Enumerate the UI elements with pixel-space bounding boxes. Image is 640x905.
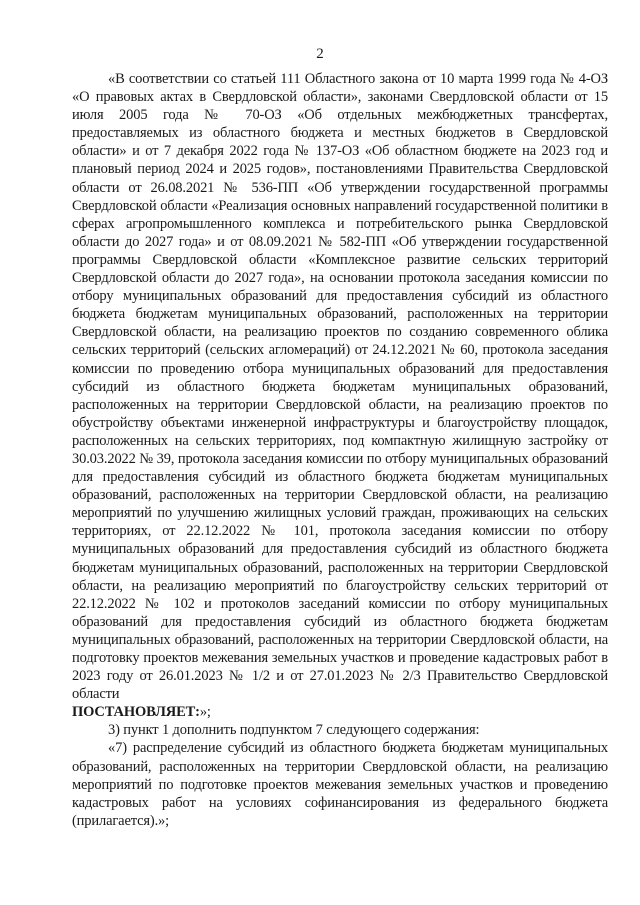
resolves-line xyxy=(72,703,608,721)
page-number: 2 xyxy=(316,46,324,62)
resolves-tail: »; xyxy=(199,704,211,721)
amendment-item-3: 3) пункт 1 дополнить подпунктом 7 следующего содержания: xyxy=(108,722,480,739)
preamble-paragraph: «В соответствии со статьей 111 Областного закона от 10 марта 1999 года № 4-ОЗ «О правовых актах в Свердловской области», законами Свердловской области от 15 июля 2005 года № 70-ОЗ «Об отдельных межбюджетных трансфертах, предоставляемых из областного бюджета и местных бюджетов в Свердловской области» и от 7 декабря 2022 года № 137-ОЗ «Об областном бюджете на 2023 год и плановый период 2024 и 2025 годов», постановлениями Правительства Свердловской области от 26.08.2021 № 536-ПП «Об утверждении государственной программы Свердловской области «Реализация основных направлений государственной политики в сферах агропромышленного комплекса и потребительского рынка Свердловской области до 2027 года» и от 08.09.2021 № 582-ПП «Об утверждении государственной программы Свердловской области «Комплексное развитие сельских территорий Свердловской области до 2027 года», на основании протокола заседания комиссии по отбору муниципальных образований для предоставления субсидий из областного бюджета бюджетам муниципальных образований, расположенных на территории Свердловской области, на реализацию проектов по созданию современного облика сельских территорий (сельских агломераций) от 24.12.2021 № 60, протокола заседания комиссии по проведению отбора муниципальных образований для предоставления субсидий из областного бюджета бюджетам муниципальных образований, расположенных на территории Свердловской области, на реализацию проектов по обустройству объектами инженерной инфраструктуры и благоустройству площадок, расположенных на сельских территориях, под компактную жилищную застройку от 30.03.2022 № 39, протокола заседания комиссии по отбору муниципальных образований для предоставления субсидий из областного бюджета бюджетам муниципальных образований, расположенных на территории Свердловской области, на реализацию мероприятий по улучшению жилищных условий граждан, проживающих на сельских территориях, от 22.12.2022 № 101, протокола заседания комиссии по отбору муниципальных образований для предоставления субсидий из областного бюджета бюджетам муниципальных образований, расположенных на территории Свердловской области, на реализацию мероприятий по благоустройству сельских территорий от 22.12.2022 № 102 и протоколов заседаний комиссии по отбору муниципальных образований для предоставления субсидий из областного бюджета бюджетам муниципальных образований, расположенных на территории Свердловской области, на подготовку проектов межевания земельных участков и проведение кадастровых работ в 2023 году от 26.01.2023 № 1/2 и от 27.01.2023 № 2/3 Правительство Свердловской области xyxy=(72,71,608,703)
amendment-subitem-7: «7) распределение субсидий из областного бюджета бюджетам муниципальных образований, расположенных на территории Свердловской области, на реализацию мероприятий по подготовке проектов межевания земельных участков и проведению кадастровых работ на условиях софинансирования из федерального бюджета (прилагается).»; xyxy=(72,740,608,829)
document-body xyxy=(72,70,608,830)
resolves-label: ПОСТАНОВЛЯЕТ: xyxy=(72,704,200,721)
